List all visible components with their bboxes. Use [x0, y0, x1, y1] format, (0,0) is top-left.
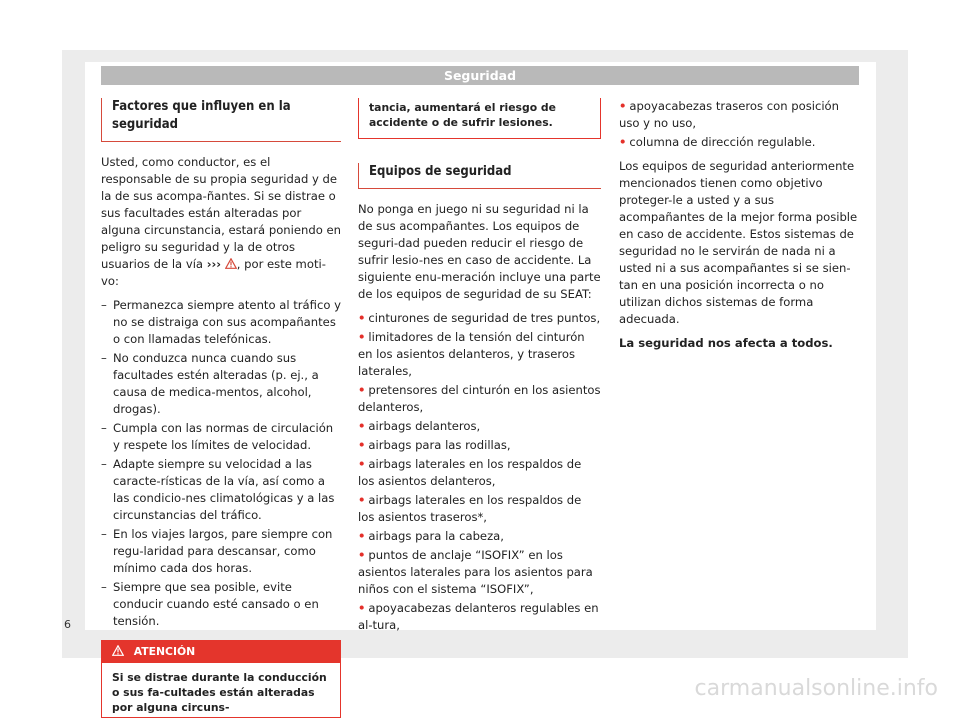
bullet-icon: •	[358, 457, 366, 471]
ref-arrows[interactable]: ›››	[206, 257, 222, 271]
section-title: Equipos de seguridad	[358, 163, 601, 189]
list-item: – Permanezca siempre atento al tráfico y no se distraiga con sus acompañantes o con llamadas telefónicas.	[101, 297, 341, 348]
bullet-icon: •	[358, 529, 366, 543]
list-item: • apoyacabezas traseros con posición uso y no uso,	[619, 99, 840, 130]
warning-icon	[225, 258, 237, 269]
bullet-icon: •	[619, 99, 627, 113]
list-item: – Adapte siempre su velocidad a las caracte-rísticas de la vía, así como a las condicio-nes climatológicas y a las circunstancias del tráfico.	[101, 456, 341, 524]
list-item: • airbags laterales en los respaldos de los asientos delanteros,	[358, 457, 582, 488]
list-item: • airbags delanteros,	[358, 419, 481, 433]
list-item: – Cumpla con las normas de circulación y respete los límites de velocidad.	[101, 420, 341, 454]
list-item: • airbags laterales en los respaldos de los asientos traseros*,	[358, 493, 582, 524]
warning-title: ATENCIÓN	[133, 645, 196, 658]
list-item: • airbags para la cabeza,	[358, 529, 504, 543]
list-item: • limitadores de la tensión del cinturón en los asientos delanteros, y traseros laterales,	[358, 330, 585, 378]
list-item: • apoyacabezas delanteros regulables en al-tura,	[358, 601, 599, 632]
bullet-icon: •	[358, 438, 366, 452]
closing-statement: La seguridad nos afecta a todos.	[619, 336, 833, 350]
section-title: Factores que influyen en la seguridad	[101, 98, 341, 142]
bullet-icon: •	[358, 311, 366, 325]
bullet-icon: •	[358, 548, 366, 562]
column-1	[101, 98, 341, 718]
warning-icon	[112, 645, 124, 656]
intro-paragraph: Usted, como conductor, es el responsable de su propia seguridad y de la de sus acompa-ñantes. Si se distrae o sus facultades están alteradas por alguna circunstancia, estará poniendo en peligro su seguridad y la de otros usuarios de la vía ››› , por este moti-vo:	[101, 155, 341, 288]
column-3	[619, 98, 860, 359]
list-item: • puntos de anclaje “ISOFIX” en los asientos laterales para los asientos para niños con el sistema “ISOFIX”,	[358, 548, 593, 596]
list-item: – Siempre que sea posible, evite conducir cuando esté cansado o en tensión.	[101, 579, 341, 630]
page-number: 6	[64, 618, 71, 631]
bullet-icon: •	[358, 383, 366, 397]
warning-header	[102, 641, 340, 663]
list-item: • columna de dirección regulable.	[619, 135, 816, 149]
bullet-icon: •	[358, 330, 366, 344]
warning-box	[101, 640, 341, 718]
list-item: – No conduzca nunca cuando sus facultades estén alteradas (p. ej., a causa de medica-mentos, alcohol, drogas).	[101, 350, 341, 418]
warning-continuation: tancia, aumentará el riesgo de accidente o de sufrir lesiones.	[358, 98, 601, 139]
bullet-icon: •	[358, 419, 366, 433]
bullet-icon: •	[619, 135, 627, 149]
list-item: • pretensores del cinturón en los asientos delanteros,	[358, 383, 601, 414]
watermark: carmanualsonline.info	[694, 676, 938, 701]
list-item: – En los viajes largos, pare siempre con regu-laridad para descansar, como mínimo cada dos horas.	[101, 526, 341, 577]
page-header: Seguridad	[101, 66, 859, 85]
warning-text: Si se distrae durante la conducción o sus fa-cultades están alteradas por alguna circuns-	[112, 671, 327, 714]
bullet-icon: •	[358, 493, 366, 507]
body-paragraph: Los equipos de seguridad anteriormente mencionados tienen como objetivo proteger-le a usted y a sus acompañantes de la mejor forma posible en caso de accidente. Estos sistemas de seguridad no le servirán de nada ni a usted ni a sus acompañantes si se sien-tan en una posición incorrecta o no utilizan dichos sistemas de forma adecuada.	[619, 159, 858, 326]
list-item: • cinturones de seguridad de tres puntos,	[358, 311, 601, 325]
bullet-icon: •	[358, 601, 366, 615]
column-2	[358, 100, 601, 636]
intro-paragraph: No ponga en juego ni su seguridad ni la de sus acompañantes. Los equipos de seguri-dad pueden reducir el riesgo de sufrir lesio-nes en caso de accidente. La siguiente enu-meración incluye una parte de los equipos de seguridad de su SEAT:	[358, 202, 601, 301]
list-item: • airbags para las rodillas,	[358, 438, 511, 452]
